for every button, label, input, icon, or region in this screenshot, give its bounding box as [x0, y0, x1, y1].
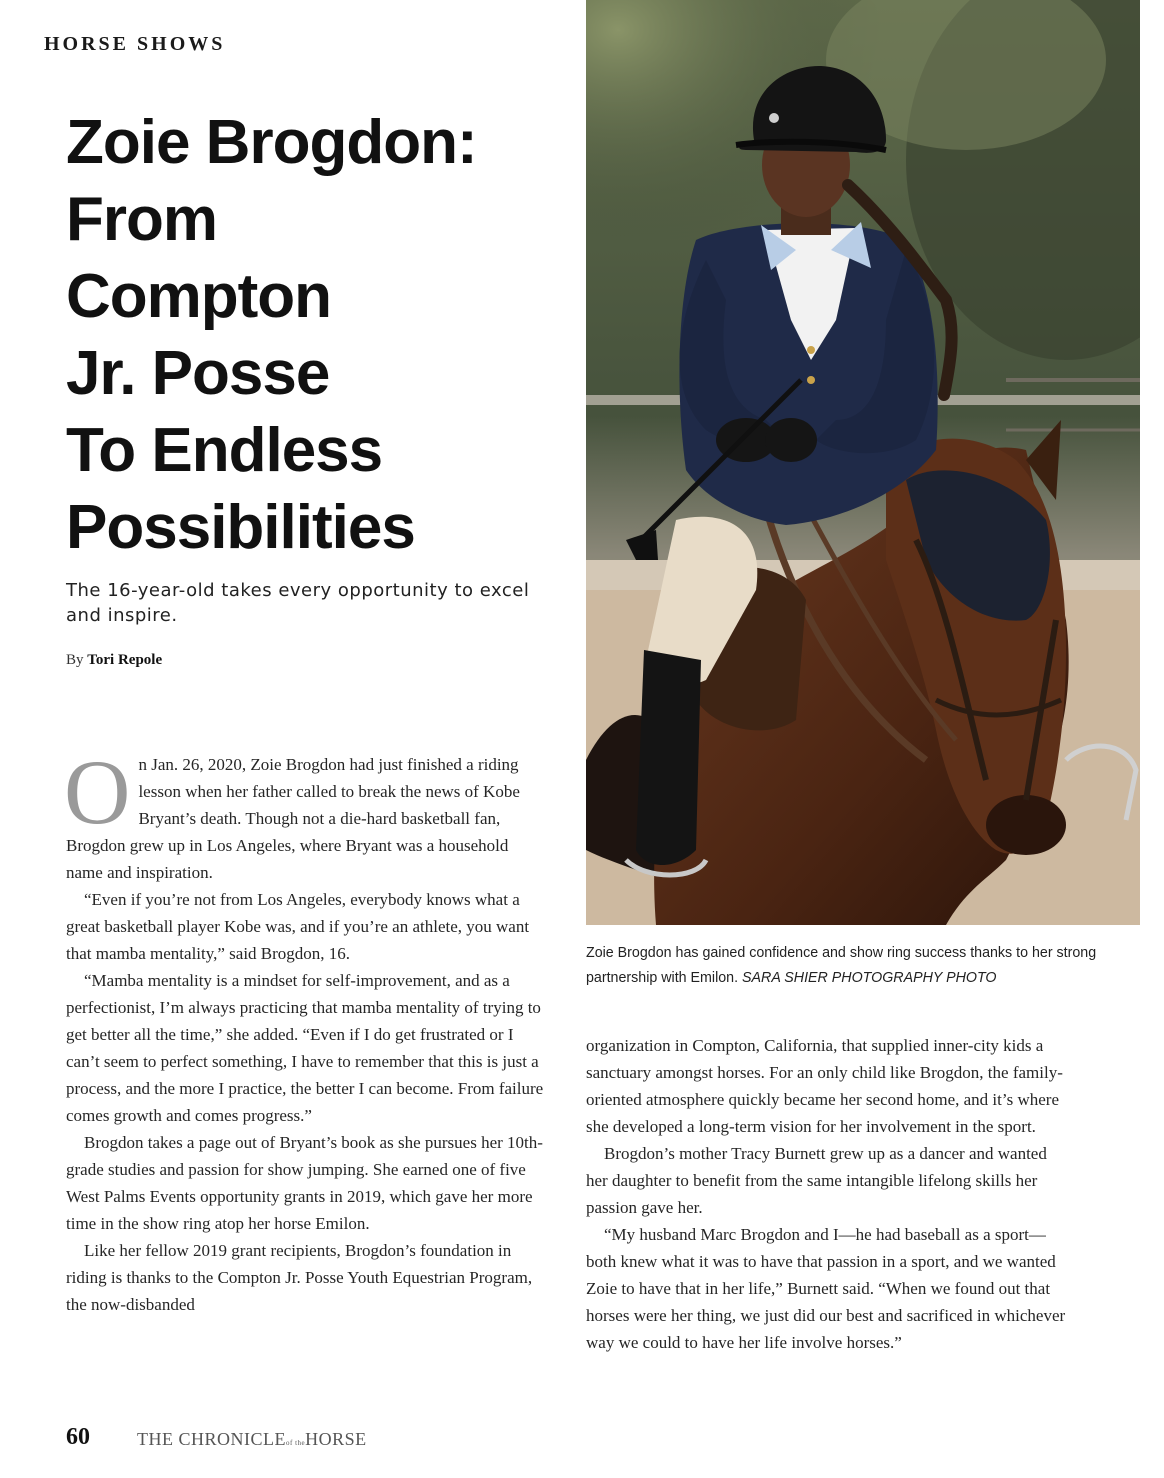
article-column-right	[586, 1032, 1066, 1356]
byline-prefix: By	[66, 652, 84, 668]
publication-name-end: HORSE	[305, 1429, 367, 1449]
article-paragraph: Brogdon’s mother Tracy Burnett grew up as a dancer and wanted her daughter to benefit from the same intangible lifelong skills her passion gave her.	[586, 1144, 1047, 1217]
article-paragraph: “My husband Marc Brogdon and I—he had baseball as a sport—both knew what it was to have that passion in a sport, and we wanted Zoie to have that in her life,” Burnett said. “When we found out that horses were her thing, we just did our best and sacrificed in whichever way we could to have her life involve horses.”	[586, 1225, 1066, 1352]
article-paragraph: “Even if you’re not from Los Angeles, everybody knows what a great basketball player Kobe was, and if you’re an athlete, you want that mamba mentality,” said Brogdon, 16.	[66, 890, 530, 963]
headline-line: From	[66, 185, 217, 254]
headline	[66, 104, 566, 566]
byline-author: Tori Repole	[87, 652, 163, 668]
horse-rider-illustration	[586, 0, 1140, 925]
paragraph-text: n Jan. 26, 2020, Zoie Brogdon had just finished a riding lesson when her father called to break the news of Kobe Bryant’s death. Though not a die-hard basketball fan, Brogdon grew up in Los Angeles, where Bryant was a household name and inspiration.	[66, 755, 520, 882]
headline-line: Possibilities	[66, 493, 415, 562]
publication-name-small: of the	[286, 1439, 306, 1447]
byline	[66, 652, 162, 669]
caption-text: Zoie Brogdon has gained confidence and show ring success thanks to her strong partnership with Emilon.	[586, 944, 1097, 986]
dek: The 16-year-old takes every opportunity to excel and inspire.	[66, 580, 530, 626]
article-paragraph: Brogdon takes a page out of Bryant’s book as she pursues her 10th-grade studies and passion for show jumping. She earned one of five West Palms Events opportunity grants in 2019, which gave her more time in the show ring atop her horse Emilon.	[66, 1133, 543, 1233]
headline-line: Zoie Brogdon:	[66, 108, 477, 177]
article-paragraph: organization in Compton, California, that supplied inner-city kids a sanctuary amongst horses. For an only child like Brogdon, the family-oriented atmosphere quickly became her second home, and it’s where she developed a long-term vision for her involvement in the sport.	[586, 1036, 1063, 1136]
page-number: 60	[66, 1424, 90, 1450]
section-label: HORSE SHOWS	[44, 33, 226, 55]
photo-credit: SARA SHIER PHOTOGRAPHY PHOTO	[742, 969, 997, 986]
article-paragraph: “Mamba mentality is a mindset for self-improvement, and as a perfectionist, I’m always practicing that mamba mentality of trying to get better all the time,” she added. “Even if I do get frustrated or I can’t seem to perfect something, I have to remember that this is just a process, and the more I practice, the better I can become. From failure comes growth and comes progress.”	[66, 971, 544, 1125]
headline-line: Jr. Posse	[66, 339, 330, 408]
article-paragraph	[64, 741, 546, 886]
publication-name	[137, 1429, 367, 1450]
photo-caption	[586, 940, 1099, 990]
rider-photo	[586, 0, 1140, 925]
article-column-left	[64, 741, 546, 1318]
headline-line: Compton	[66, 262, 332, 331]
article-paragraph: Like her fellow 2019 grant recipients, Brogdon’s foundation in riding is thanks to the Compton Jr. Posse Youth Equestrian Program, the now-disbanded	[66, 1241, 533, 1314]
publication-name-start: THE CHRONICLE	[137, 1429, 286, 1449]
headline-line: To Endless	[66, 416, 383, 485]
drop-cap: O	[64, 741, 131, 843]
